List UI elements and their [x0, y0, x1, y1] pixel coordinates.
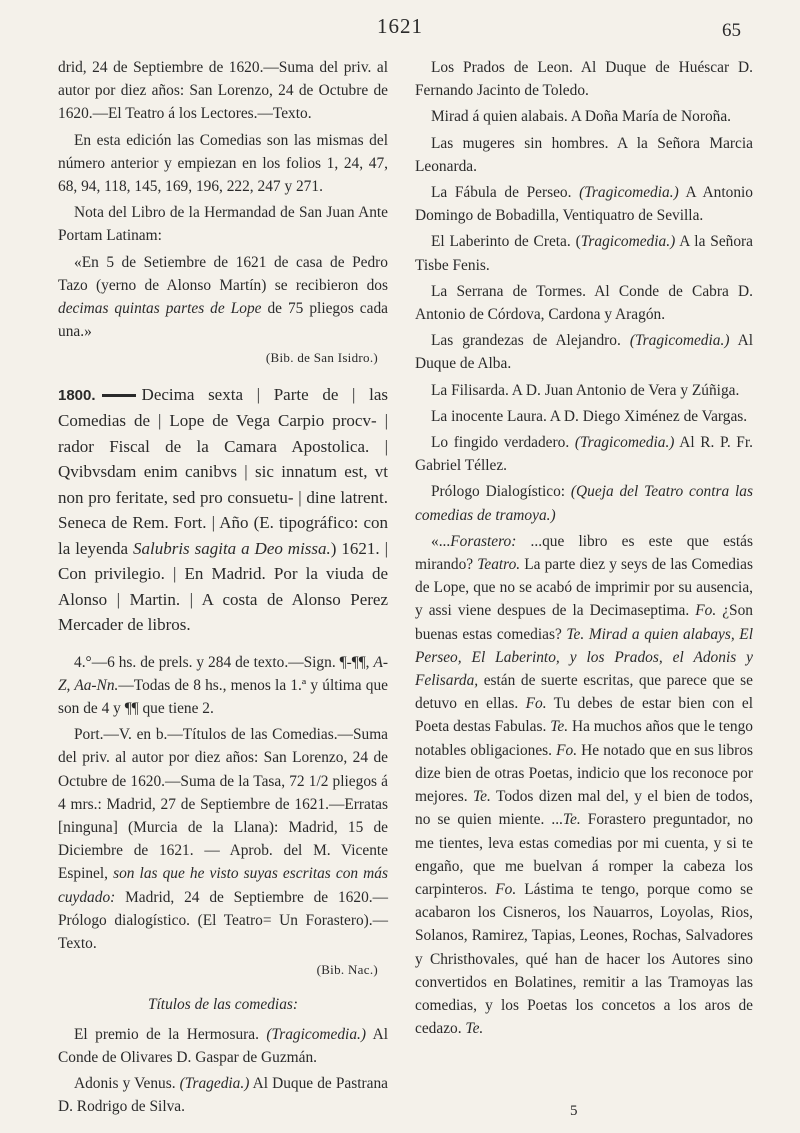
title-entry: El Laberinto de Creta. (Tragicomedia.) A la Señora Tisbe Fenis. [415, 233, 753, 274]
title-entry: La Fábula de Perseo. (Tragicomedia.) A Antonio Domingo de Bobadilla, Ventiquatro de Sevilla. [415, 184, 753, 225]
signature-mark: 5 [570, 1103, 578, 1119]
paragraph: En esta edición las Comedias son las mismas del número anterior y empiezan en los folios 1, 24, 47, 68, 94, 118, 145, 169, 196, 222, 247 y 271. [58, 131, 388, 196]
prologue-quote: «...Forastero: ...que libro es este que estás mirando? Teatro. La parte diez y seys de las Comedias de Lope, que no se acabó de imprimir por su ausencia, y assi viene despues de la Decimaseptima. Fo. ¿Son buenas estas comedias? Te. Mirad a quien alabays, El Perseo, El Laberinto, y los Prados, el Adonis y Felisarda, están de suerte escritas, que parece que se detuvo en ellas. Fo. Tu debes de estar bien con el Poeta destas Fabulas. Te. Ha muchos años que le tengo notables obligaciones. Fo. He notado que en sus libros dize bien de otras Poetas, indicio que los reconoce por mejores. Te. Todos dizen mal del, y el bien de todos, no se quien miente. ...Te. Forastero preguntador, no me tientes, leva estas comedias por mi cuenta, y si te engaño, que me buelvan á romper la cabeza los carpinteros. Fo. Lástima te tengo, porque como se acabaron los Cisneros, los Nauarros, Loyolas, Rios, Solanos, Ramirez, Tapias, Leones, Rochas, Salvadores y Christhovales, qué han de hacer los Autores sino convertidos en Bolatines, remitir a las Tramoyas las comedias, y los Poetas los concetos a los aros de cedazo. Te. [415, 532, 754, 1038]
title-entry: Las grandezas de Alejandro. (Tragicomedia.) Al Duque de Alba. [415, 332, 754, 373]
paragraph: drid, 24 de Septiembre de 1620.—Suma del priv. al autor por diez años: San Lorenzo, 24 de Octubre de 1620.—El Teatro á los Lectores.—Texto. [58, 59, 388, 123]
title-entry: La Filisarda. A D. Juan Antonio de Vera y Zúñiga. [431, 381, 740, 399]
page-year: 1621 [377, 14, 423, 38]
title-entry: Adonis y Venus. (Tragedia.) Al Duque de Pastrana D. Rodrigo de Silva. [58, 1075, 388, 1116]
catalog-entry: 1800. Decima sexta | Parte de | las Comedias de | Lope de Vega Carpio procv- | rador Fiscal de la Camara Apostolica. | Qvibvsdam enim canibvs | sic innatum est, vt non pro feritate, sed pro consuetu- | dine latrent. Seneca de Rem. Fort. | Año (E. tipográfico: con la leyenda Salubris sagita a Deo missa.) 1621. | Con privilegio. | En Madrid. Por la viuda de Alonso | Martin. | A costa de Alonso Perez Mercader de libros. [58, 384, 388, 635]
title-entry: Las mugeres sin hombres. A la Señora Marcia Leonarda. [415, 134, 753, 175]
citation: (Bib. de San Isidro.) [265, 350, 378, 366]
paragraph: «En 5 de Setiembre de 1621 de casa de Pedro Tazo (yerno de Alonso Martín) se recibieron dos decimas quintas partes de Lope de 75 pliegos cada una.» [58, 253, 388, 341]
title-entry: Mirad á quien alabais. A Doña María de Noroña. [431, 108, 732, 126]
left-column [58, 56, 388, 1122]
title-entry: Lo fingido verdadero. (Tragicomedia.) Al R. P. Fr. Gabriel Téllez. [415, 434, 753, 475]
right-column [415, 56, 753, 1043]
title-entry: Los Prados de Leon. Al Duque de Huéscar D. Fernando Jacinto de Toledo. [415, 59, 753, 100]
entry-number: 1800. [58, 386, 96, 404]
prologue-heading: Prólogo Dialogístico: (Queja del Teatro contra las comedias de tramoya.) [415, 483, 753, 524]
paragraph: 4.°—6 hs. de prels. y 284 de texto.—Sign. ¶-¶¶, A-Z, Aa-Nn.—Todas de 8 hs., menos la 1.ª y última que son de 4 y ¶¶ que tiene 2. [58, 653, 388, 718]
dash-rule [102, 394, 136, 397]
section-heading: Títulos de las comedias: [147, 996, 299, 1014]
citation: (Bib. Nac.) [316, 962, 378, 978]
page-number: 65 [722, 20, 741, 41]
title-entry: El premio de la Hermosura. (Tragicomedia.) Al Conde de Olivares D. Gaspar de Guzmán. [58, 1025, 388, 1066]
title-entry: La inocente Laura. A D. Diego Ximénez de Vargas. [431, 407, 748, 425]
paragraph: Port.—V. en b.—Títulos de las Comedias.—Suma del priv. al autor por diez años: San Lorenzo, 24 de Octubre de 1620.—Suma de la Tasa, 72 1/2 pliegos á 4 mrs.: Madrid, 27 de Septiembre de 1621.—Erratas [ninguna] (Murcia de la Llana): Madrid, 15 de Diciembre de 1621. — Aprob. del M. Vicente Espinel, son las que he visto suyas escritas con más cuydado: Madrid, 24 de Septiembre de 1620.—Prólogo dialogístico. (El Teatro= Un Forastero).—Texto. [58, 726, 388, 953]
title-entry: La Serrana de Tormes. Al Conde de Cabra D. Antonio de Córdova, Cardona y Aragón. [415, 282, 753, 324]
paragraph: Nota del Libro de la Hermandad de San Juan Ante Portam Latinam: [58, 204, 388, 245]
